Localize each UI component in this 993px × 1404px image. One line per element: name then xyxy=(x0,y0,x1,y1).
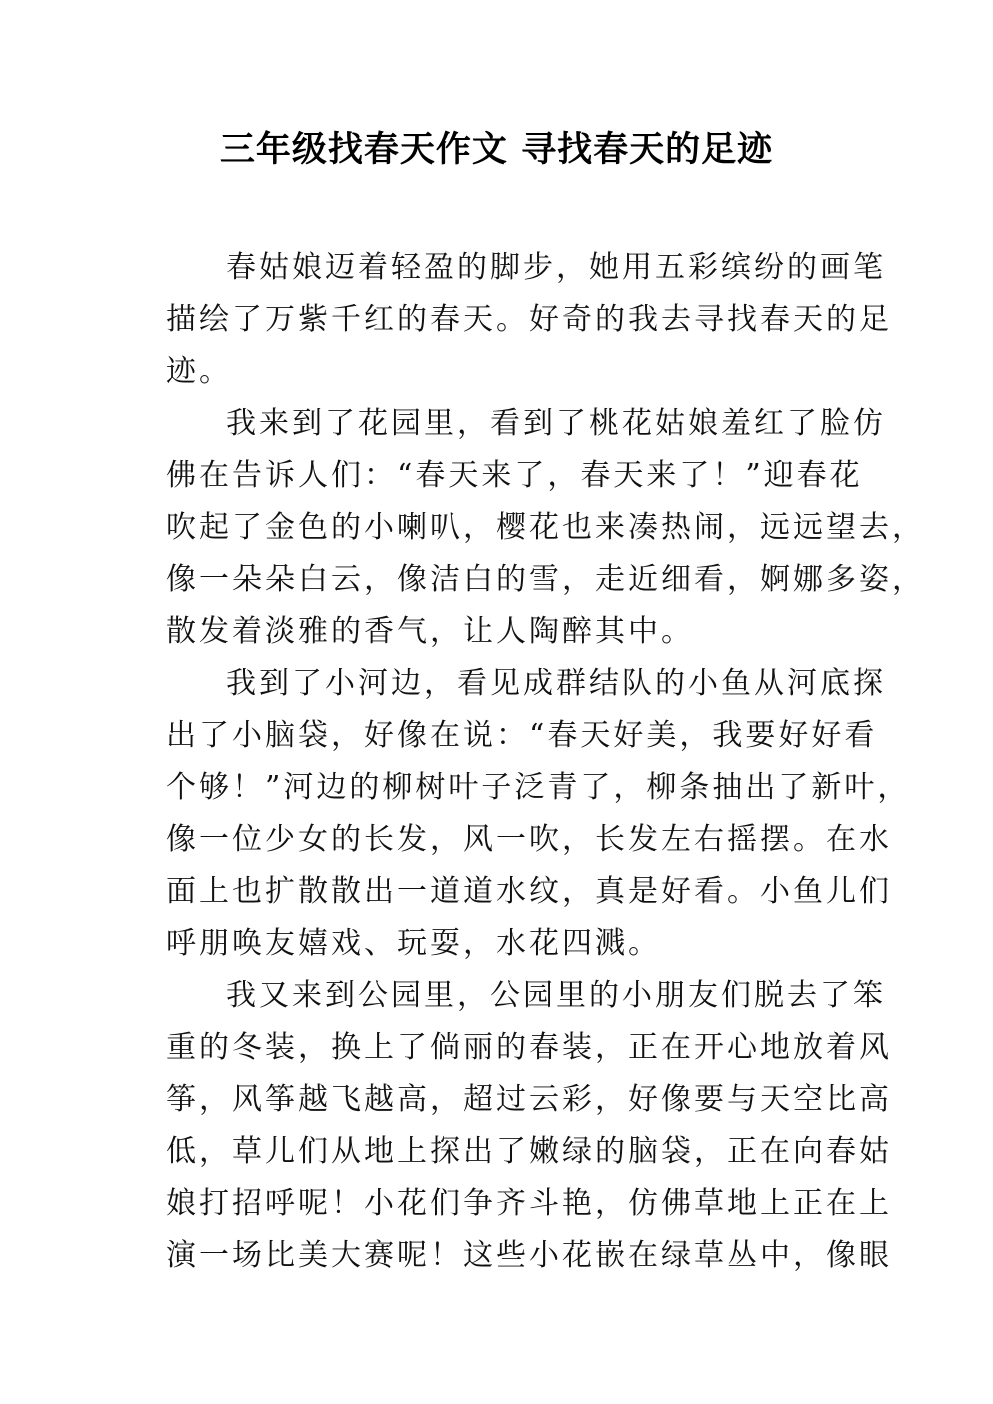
paragraph xyxy=(166,242,892,398)
paragraph-line: 吹起了金色的小喇叭，樱花也来凑热闹，远远望去， xyxy=(166,510,925,545)
paragraph-line: 低，草儿们从地上探出了嫩绿的脑袋，正在向春姑 xyxy=(166,1134,892,1169)
paragraph-line: 散发着淡雅的香气，让人陶醉其中。 xyxy=(166,614,694,649)
paragraph-line: 重的冬装，换上了倘丽的春装，正在开心地放着风 xyxy=(166,1030,892,1065)
paragraph-line: 像一朵朵白云，像洁白的雪，走近细看，婀娜多姿， xyxy=(166,562,925,597)
paragraph-line: 像一位少女的长发，风一吹，长发左右摇摆。在水 xyxy=(166,822,892,857)
paragraph-line: 我又来到公园里，公园里的小朋友们脱去了笨 xyxy=(226,978,886,1013)
paragraph-line: 出了小脑袋，好像在说：“春天好美，我要好好看 xyxy=(166,718,878,753)
document-body xyxy=(166,242,925,1282)
paragraph-line: 筝，风筝越飞越高，超过云彩，好像要与天空比高 xyxy=(166,1082,892,1117)
paragraph xyxy=(166,658,911,970)
paragraph-line: 演一场比美大赛呢！这些小花嵌在绿草丛中，像眼 xyxy=(166,1238,892,1273)
paragraph-line: 个够！”河边的柳树叶子泛青了，柳条抽出了新叶， xyxy=(166,770,911,805)
paragraph-line: 迹。 xyxy=(166,354,232,389)
paragraph-line: 描绘了万紫千红的春天。好奇的我去寻找春天的足 xyxy=(166,302,892,337)
paragraph-line: 我来到了花园里，看到了桃花姑娘羞红了脸仿 xyxy=(226,406,886,441)
paragraph-line: 佛在告诉人们：“春天来了，春天来了！”迎春花 xyxy=(166,458,863,493)
paragraph-line: 面上也扩散散出一道道水纹，真是好看。小鱼儿们 xyxy=(166,874,892,909)
paragraph-line: 春姑娘迈着轻盈的脚步，她用五彩缤纷的画笔 xyxy=(226,250,886,285)
paragraph xyxy=(166,398,925,658)
paragraph-line: 娘打招呼呢！小花们争齐斗艳，仿佛草地上正在上 xyxy=(166,1186,892,1221)
paragraph-line: 我到了小河边，看见成群结队的小鱼从河底探 xyxy=(226,666,886,701)
paragraph xyxy=(166,970,892,1282)
document-title: 三年级找春天作文 寻找春天的足迹 xyxy=(219,130,774,170)
paragraph-line: 呼朋唤友嬉戏、玩耍，水花四溅。 xyxy=(166,926,661,961)
